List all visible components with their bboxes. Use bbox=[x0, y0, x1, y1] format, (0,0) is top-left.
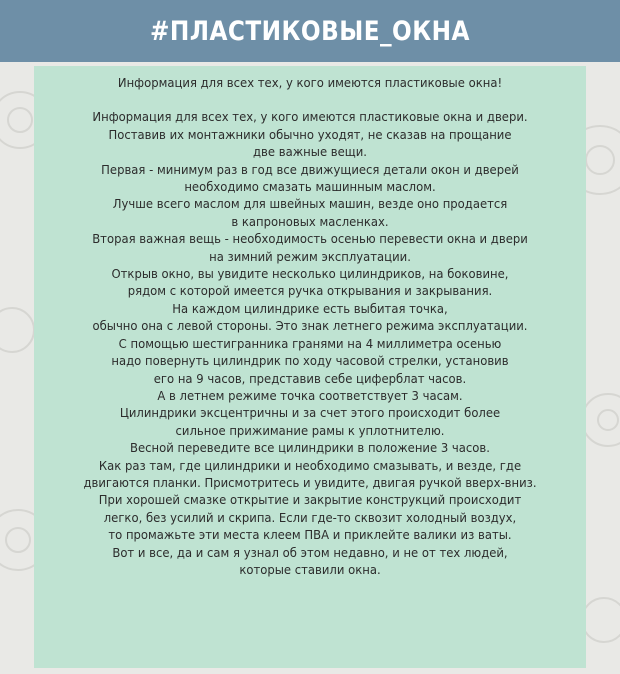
text-line: рядом с которой имеется ручка открывания и закрывания. bbox=[127, 283, 493, 299]
text-line: легко, без усилий и скрипа. Если где-то сквозит холодный воздух, bbox=[103, 509, 517, 525]
text-line: надо повернуть цилиндрик по ходу часовой стрелки, установив bbox=[111, 353, 509, 369]
text-line: в капроновых масленках. bbox=[231, 213, 389, 229]
text-line: На каждом цилиндрике есть выбитая точка, bbox=[172, 300, 448, 316]
text-line: Первая - минимум раз в год все движущиеся детали окон и дверей bbox=[101, 161, 519, 177]
text-line: необходимо смазать машинным маслом. bbox=[184, 179, 436, 195]
text-line: Как раз там, где цилиндрики и необходимо смазывать, и везде, где bbox=[98, 457, 522, 473]
text-line: Вот и все, да и сам я узнал об этом недавно, и не от тех людей, bbox=[112, 544, 508, 560]
text-line: его на 9 часов, представив себе циферблат часов. bbox=[153, 370, 467, 386]
text-line: С помощью шестигранника гранями на 4 миллиметра осенью bbox=[118, 335, 502, 351]
text-line: две важные вещи. bbox=[252, 144, 368, 160]
text-line: то промажьте эти места клеем ПВА и приклейте валики из ваты. bbox=[108, 527, 512, 543]
text-line: Весной переведите все цилиндрики в положение 3 часов. bbox=[130, 440, 490, 456]
hashtag-title[interactable]: #ПЛАСТИКОВЫЕ_ОКНА bbox=[150, 15, 470, 47]
text-line: двигаются планки. Присмотритесь и увидите, двигая ручкой вверх-вниз. bbox=[83, 474, 537, 490]
text-line: обычно она с левой стороны. Это знак летнего режима эксплуатации. bbox=[92, 318, 528, 334]
text-line: Поставив их монтажники обычно уходят, не сказав на прощание bbox=[108, 126, 512, 142]
text-line: Лучше всего маслом для швейных машин, везде оно продается bbox=[112, 196, 508, 212]
text-line: на зимний режим эксплуатации. bbox=[209, 248, 411, 264]
text-line: сильное прижимание рамы к уплотнителю. bbox=[175, 422, 445, 438]
text-line: Вторая важная вещь - необходимость осенью перевести окна и двери bbox=[92, 231, 528, 247]
header-banner bbox=[0, 0, 620, 62]
text-line: которые ставили окна. bbox=[239, 561, 381, 577]
post-text-panel bbox=[34, 66, 586, 668]
text-line: А в летнем режиме точка соответствует 3 часам. bbox=[157, 387, 463, 403]
text-line: Открыв окно, вы увидите несколько цилиндриков, на боковине, bbox=[111, 266, 509, 282]
text-line: Цилиндрики эксцентричны и за счет этого происходит более bbox=[119, 405, 501, 421]
text-line: Информация для всех тех, у кого имеются пластиковые окна и двери. bbox=[92, 109, 528, 125]
text-line: При хорошей смазке открытие и закрытие конструкций происходит bbox=[98, 492, 522, 508]
intro-line: Информация для всех тех, у кого имеются пластиковые окна! bbox=[117, 75, 503, 90]
